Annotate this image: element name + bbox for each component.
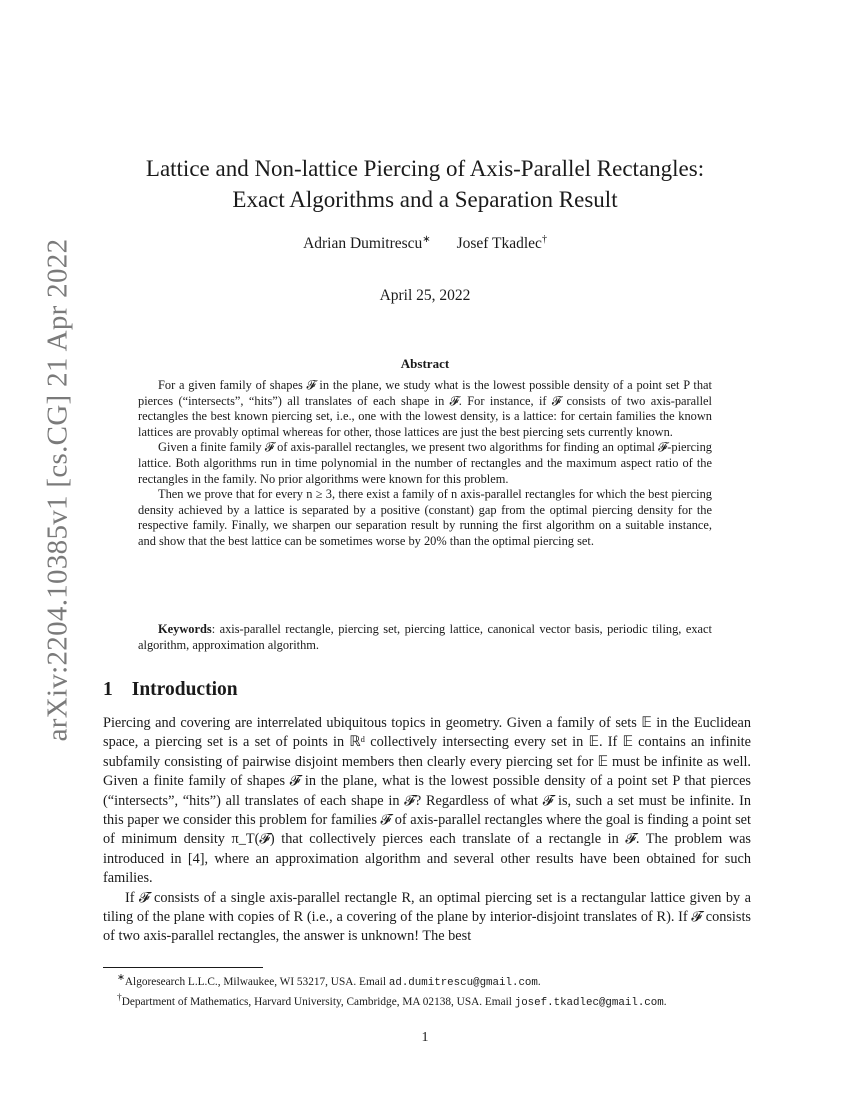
abstract-heading: Abstract [400,356,450,371]
footnote-1-mark: ∗ [117,973,125,983]
footnote-2-end: . [663,995,667,1008]
keywords-label: Keywords [158,622,212,636]
footnotes [103,971,763,1011]
section-heading [103,679,238,701]
footnote-2-mark: † [117,992,122,1003]
author-2 [457,235,547,252]
footnote-1 [103,971,763,991]
footnote-2-text: Department of Mathematics, Harvard University, Cambridge, MA 02138, USA. Email [121,995,515,1008]
author-2-footnote-mark: † [541,234,547,245]
abstract-paragraph-1: For a given family of shapes 𝓕 in the plane, we study what is the lowest possible density of a point set P that pierces (“intersects”, “hits”) all translates of each shape in 𝓕. For instance, if 𝓕 consists of two axis-parallel rectangles the best known piercing set, i.e., one with the lowest density, is a lattice: for certain families the known lattices are provably optimal whereas for other, those lattices are just the best piercing sets currently known. [138,378,712,439]
author-1 [303,235,431,252]
author-list [100,234,750,253]
footnote-2 [103,991,763,1011]
section-number: 1 [103,679,113,700]
footnote-rule [103,967,263,968]
intro-paragraph-1: Piercing and covering are interrelated ubiquitous topics in geometry. Given a family of sets 𝔼 in the Euclidean space, a piercing set is a set of points in ℝᵈ collectively intersecting every set in 𝔼. If 𝔼 contains an infinite subfamily consisting of pairwise disjoint members then clearly every piercing set for 𝔼 must be infinite as well. Given a finite family of shapes 𝓕 in the plane, what is the lowest possible density of a point set P that pierces (“intersects”, “hits”) all translates of each shape in 𝓕? Regardless of what 𝓕 is, such a set must be infinite. In this paper we consider this problem for families 𝓕 of axis-parallel rectangles where the goal is finding a point set of minimum density π_T(𝓕) that collectively pierces each translate of a rectangle in 𝓕. The problem was introduced in [4], where an approximation algorithm and several other results have been obtained for such families. [103,715,751,887]
title-line-1: Lattice and Non-lattice Piercing of Axis-Parallel Rectangles: [145,156,705,181]
footnote-1-end: . [537,975,541,988]
author-1-footnote-mark: ∗ [422,234,431,245]
abstract-paragraph-3: Then we prove that for every n ≥ 3, there exist a family of n axis-parallel rectangles for which the best piercing density achieved by a lattice is separated by a positive (constant) gap from the optimal piercing density for the respective family. Finally, we sharpen our separation result by running the first algorithm on a suitable instance, and show that the best lattice can be sometimes worse by 20% than the optimal piercing set. [138,487,712,548]
section-title: Introduction [131,679,238,700]
page-number: 1 [421,1030,429,1045]
paper-title [100,153,750,215]
footnote-2-email[interactable]: josef.tkadlec@gmail.com [514,996,664,1009]
footnote-1-email[interactable]: ad.dumitrescu@gmail.com [388,976,538,989]
keywords [138,622,712,653]
keywords-text: : axis-parallel rectangle, piercing set, piercing lattice, canonical vector basis, periodic tiling, exact algorithm, approximation algorithm. [138,622,712,652]
abstract-paragraph-2: Given a finite family 𝓕 of axis-parallel rectangles, we present two algorithms for finding an optimal 𝓕-piercing lattice. Both algorithms run in time polynomial in the number of rectangles and the maximum aspect ratio of the rectangles in the family. No prior algorithms were known for this problem. [138,440,712,486]
author-1-name: Adrian Dumitrescu [303,235,423,253]
abstract-body [138,378,712,550]
arxiv-identifier: arXiv:2204.10385v1 [cs.CG] 21 Apr 2022 [41,238,74,742]
intro-paragraph-2: If 𝓕 consists of a single axis-parallel rectangle R, an optimal piercing set is a rectangular lattice given by a tiling of the plane with copies of R (i.e., a covering of the plane by interior-disjoint translates of R). If 𝓕 consists of two axis-parallel rectangles, the answer is unknown! The best [103,889,751,945]
introduction-body [103,714,751,947]
title-line-2: Exact Algorithms and a Separation Result [232,187,618,212]
paper-date: April 25, 2022 [379,287,471,304]
footnote-1-text: Algoresearch L.L.C., Milwaukee, WI 53217, USA. Email [124,975,389,988]
author-2-name: Josef Tkadlec [456,235,542,253]
